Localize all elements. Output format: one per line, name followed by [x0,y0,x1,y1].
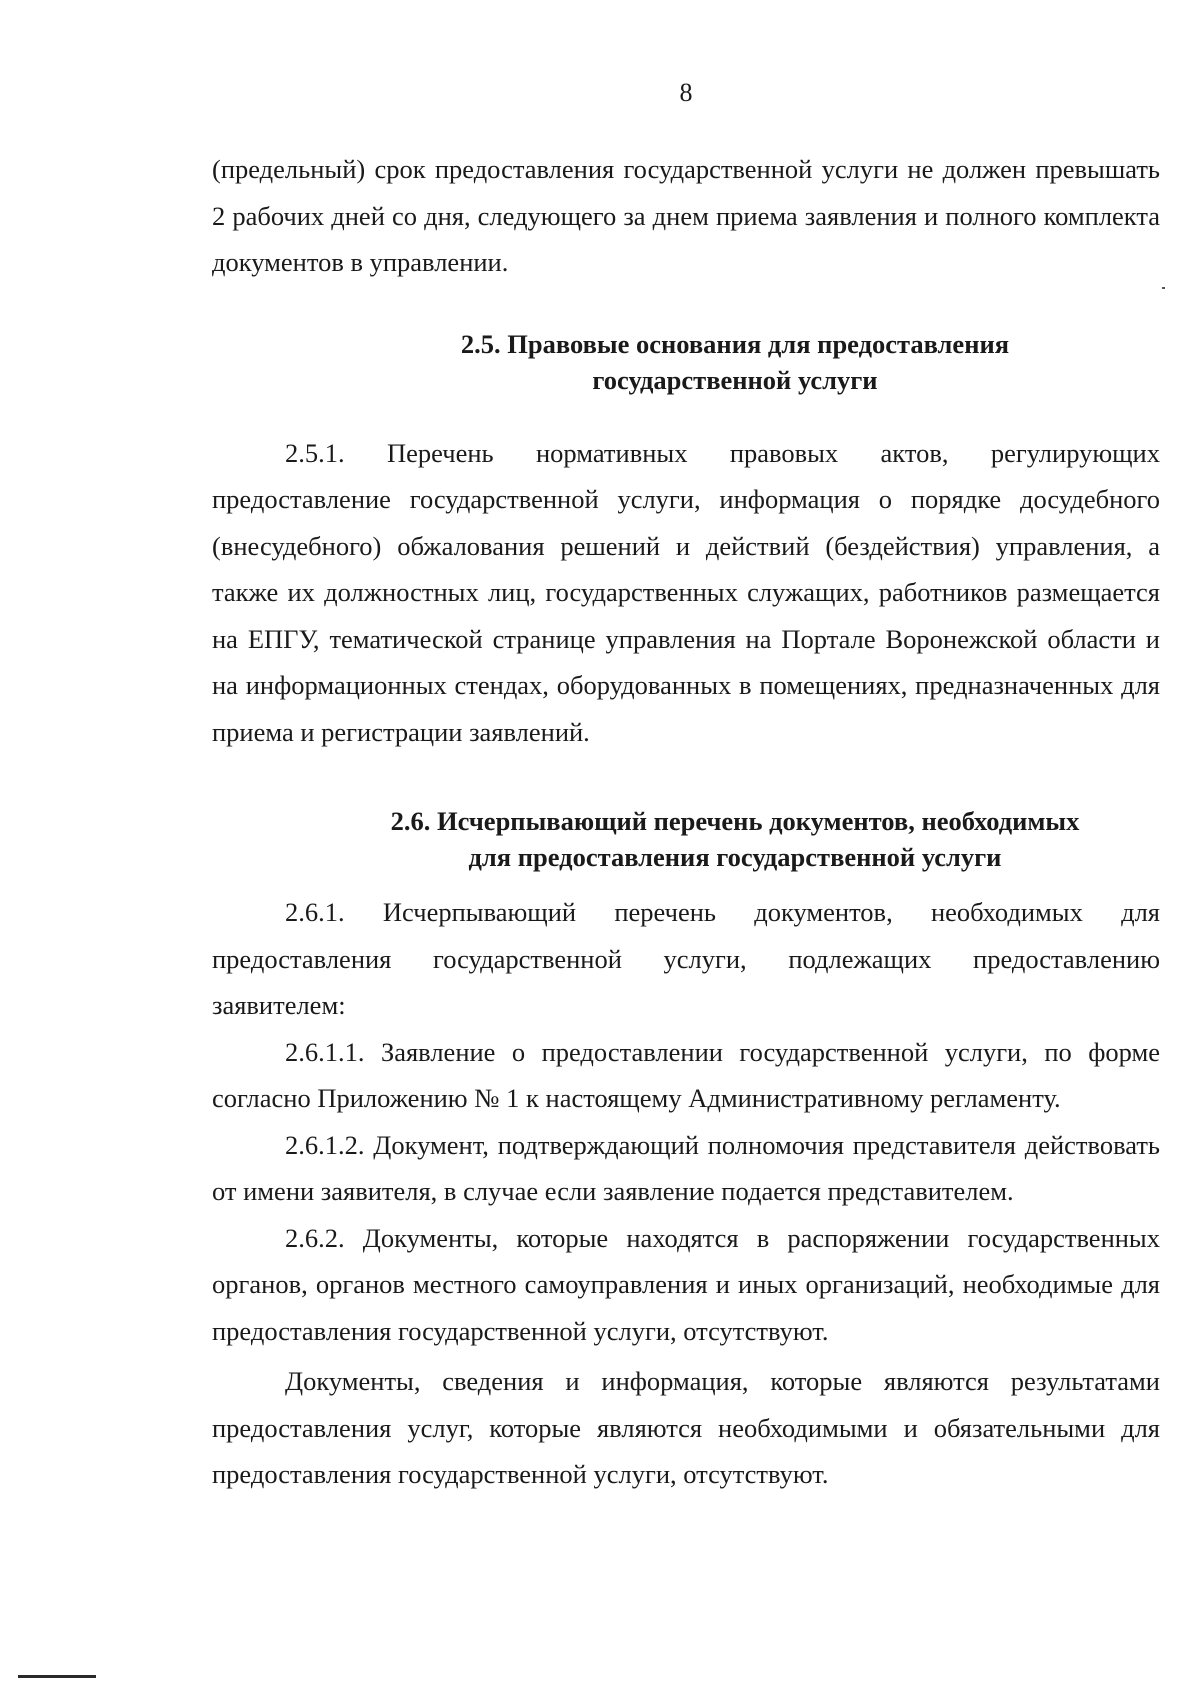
paragraph-2-6-1-1: 2.6.1.1. Заявление о предоставлении государственной услуги, по форме согласно Приложению № 1 к настоящему Административному регламенту. [212,1036,1160,1113]
section-2-6-heading [212,803,1160,875]
paragraph-2-6-1-2: 2.6.1.2. Документ, подтверждающий полномочия представителя действовать от имени заявителя, в случае если заявление подается представителем. [212,1129,1160,1206]
section-2-5-heading-line2: государственной услуги [592,364,878,395]
document-body [212,146,1160,1498]
scan-mark [1162,287,1165,289]
section-2-5-heading-line1: 2.5. Правовые основания для предоставления [460,328,1010,359]
paragraph-2-6-1: 2.6.1. Исчерпывающий перечень документов, необходимых для предоставления государственной услуги, подлежащих предоставлению заявителем: [212,897,1160,1020]
section-2-6-heading-line1: 2.6. Исчерпывающий перечень документов, необходимых [390,806,1080,836]
scan-edge-line [18,1675,96,1678]
paragraph-closing: Документы, сведения и информация, которые являются результатами предоставления услуг, которые являются необходимыми и обязательными для предоставления государственной услуги, отсутствуют. [212,1366,1160,1489]
paragraph-2-6-2: 2.6.2. Документы, которые находятся в распоряжении государственных органов, органов местного самоуправления и иных организаций, необходимые для предоставления государственной услуги, отсутствуют. [212,1222,1160,1346]
intro-paragraph: (предельный) срок предоставления государственной услуги не должен превышать 2 рабочих дней со дня, следующего за днем приема заявления и полного комплекта документов в управлении. [212,154,1160,277]
section-2-5-heading [212,326,1160,398]
section-2-6-heading-line2: для предоставления государственной услуги [468,842,1002,872]
paragraph-2-5-1: 2.5.1. Перечень нормативных правовых актов, регулирующих предоставление государственной услуги, информация о порядке досудебного (внесудебного) обжалования решений и действий (бездействия) управления, а также их должностных лиц, государственных служащих, работников размещается на ЕПГУ, тематической странице управления на Портале Воронежской области и на информационных стендах, оборудованных в помещениях, предназначенных для приема и регистрации заявлений. [212,437,1160,747]
page-number: 8 [679,78,693,107]
